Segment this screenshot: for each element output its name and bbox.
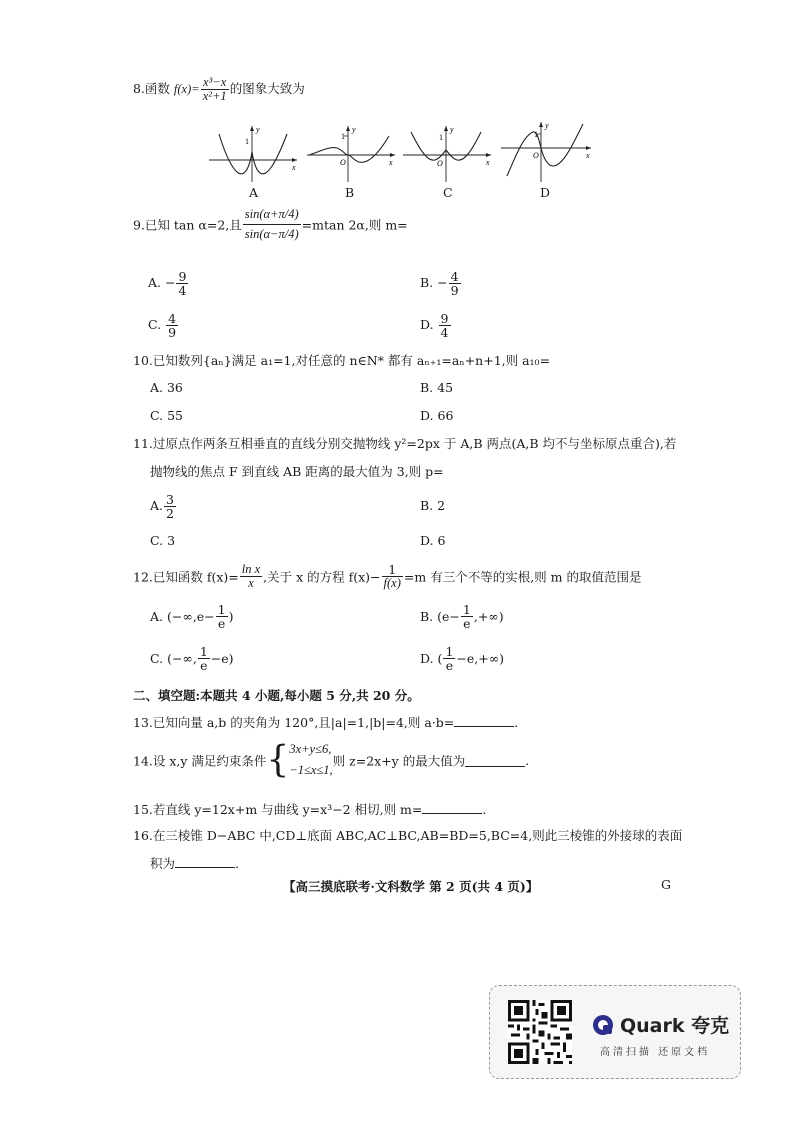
q8-graph-a-y-label: y xyxy=(256,125,260,134)
q9-option-c xyxy=(148,312,179,339)
q11-option-c: C. 3 xyxy=(150,533,176,548)
q8-graph-d-label: D xyxy=(540,185,551,200)
q8-graph-c-tick: 1 xyxy=(439,133,443,142)
q12-option-b-pre: (e− xyxy=(437,609,460,625)
q8-graph-c-y-label: y xyxy=(450,125,454,134)
q8-graph-d xyxy=(497,118,597,184)
q15-stem: 15.若直线 y=12x+m 与曲线 y=x³−2 相切,则 m= . xyxy=(133,802,487,817)
section-fill-in-title: 二、填空题:本题共 4 小题,每小题 5 分,共 20 分。 xyxy=(133,688,420,703)
q8-graph-b-origin: O xyxy=(340,158,346,167)
q14-suffix: 则 z=2x+y 的最大值为 xyxy=(332,753,466,769)
q12-f-den: x xyxy=(248,576,254,591)
q12-option-c-den: e xyxy=(200,658,208,674)
q12-option-c-post: −e) xyxy=(210,651,234,667)
q12-option-b xyxy=(420,603,504,630)
q12-option-a xyxy=(150,603,233,630)
q16-stem-line2: 积为 . xyxy=(150,856,239,871)
q15-answer-blank[interactable] xyxy=(422,801,482,814)
q12-g-frac xyxy=(382,563,403,590)
q12-option-b-letter: B. xyxy=(420,609,434,625)
q12-option-a-letter: A. xyxy=(150,609,164,625)
q10-option-c: C. 55 xyxy=(150,408,183,423)
q9-option-c-den: 9 xyxy=(168,325,177,341)
q9-option-d-frac xyxy=(439,312,451,339)
q12-g-num: 1 xyxy=(382,563,403,577)
q12-option-b-den: e xyxy=(463,616,471,632)
q12-option-d-num: 1 xyxy=(445,644,454,659)
q9-stem xyxy=(133,205,408,244)
q8-graph-c-x-label: x xyxy=(486,158,490,167)
q11-option-a-letter: A. xyxy=(150,498,164,514)
q8-graph-b xyxy=(303,122,401,184)
q14-stem: 14.设 x,y 满足约束条件{ 3x+y≤6, −1≤x≤1, 则 z=2x+y 的最大值为 . xyxy=(133,739,530,781)
q12-option-c-frac xyxy=(198,645,210,672)
footer-code: G xyxy=(661,877,671,892)
q12-option-b-num: 1 xyxy=(462,602,471,617)
q8-graph-c xyxy=(399,122,497,184)
q9-prefix: 9.已知 tan α=2,且 xyxy=(133,217,242,233)
q14-prefix: 14.设 x,y 满足约束条件 xyxy=(133,753,267,769)
q9-fraction xyxy=(243,205,301,244)
q12-option-c-num: 1 xyxy=(199,644,208,659)
q15-text: 15.若直线 y=12x+m 与曲线 y=x³−2 相切,则 m= xyxy=(133,802,423,817)
q9-option-a-frac xyxy=(176,270,188,297)
q12-option-d xyxy=(420,645,504,672)
q16-answer-blank[interactable] xyxy=(175,855,235,868)
q9-option-b-den: 9 xyxy=(450,283,459,299)
q12-g-den: f(x) xyxy=(383,576,401,591)
q12-option-b-post: ,+∞) xyxy=(473,609,504,625)
q8-func-denominator: x²+1 xyxy=(202,89,227,104)
q8-func-numerator: x³−x xyxy=(201,76,229,90)
quark-watermark xyxy=(489,985,741,1079)
qr-code-icon xyxy=(508,1000,572,1064)
q14-answer-blank[interactable] xyxy=(465,754,525,767)
q9-denominator: sin(α−π/4) xyxy=(244,227,299,242)
q9-option-b xyxy=(420,270,462,297)
quark-logo xyxy=(592,1011,729,1038)
q13-answer-blank[interactable] xyxy=(454,714,514,727)
q11-option-a-num: 3 xyxy=(166,492,174,507)
q9-option-b-sign: − xyxy=(437,275,448,291)
q12-f-num: ln x xyxy=(241,562,261,576)
q11-option-d: D. 6 xyxy=(420,533,446,548)
q8-graph-d-tick: 1 xyxy=(534,130,538,139)
q8-func-fraction xyxy=(201,76,229,103)
q8-stem-prefix: 8.函数 xyxy=(133,81,170,97)
quark-brand: Quark 夸克 xyxy=(620,1015,730,1037)
q8-graph-a-x-label: x xyxy=(292,163,296,172)
q9-option-b-frac xyxy=(449,270,461,297)
q14-constraints xyxy=(289,739,332,782)
q8-graph-a-tick: 1 xyxy=(245,137,249,146)
q9-option-a xyxy=(148,270,189,297)
q11-option-b: B. 2 xyxy=(420,498,446,513)
q12-option-c-pre: (−∞, xyxy=(167,651,197,667)
q8-graph-b-tick: 1 xyxy=(341,132,345,141)
q8-stem xyxy=(133,76,305,103)
q12-suffix: =m 有三个不等的实根,则 m 的取值范围是 xyxy=(403,569,642,585)
q8-graph-c-origin: O xyxy=(437,159,443,168)
q9-option-b-letter: B. xyxy=(420,275,434,291)
q14-constraint-2: −1≤x≤1, xyxy=(289,763,333,778)
q12-stem xyxy=(133,563,641,590)
q12-f-frac xyxy=(240,563,262,590)
q8-func-lhs: f(x)= xyxy=(173,82,200,97)
q11-stem-line2: 抛物线的焦点 F 到直线 AB 距离的最大值为 3,则 p= xyxy=(150,464,444,479)
q16-stem-line1: 16.在三棱锥 D−ABC 中,CD⊥底面 ABC,AC⊥BC,AB=BD=5,BC=4,则此三棱锥的外接球的表面 xyxy=(133,828,683,843)
q9-option-a-den: 4 xyxy=(178,283,187,299)
q12-option-d-post: −e,+∞) xyxy=(456,651,504,667)
q13-text: 13.已知向量 a,b 的夹角为 120°,且|a|=1,|b|=4,则 a·b= xyxy=(133,715,455,730)
q9-option-c-num: 4 xyxy=(168,311,177,326)
q8-graph-a-label: A xyxy=(249,185,259,200)
q9-option-d-num: 9 xyxy=(440,311,449,326)
q12-prefix: 12.已知函数 f(x)= xyxy=(133,569,239,585)
q10-option-b: B. 45 xyxy=(420,380,454,395)
q11-option-a-frac xyxy=(164,493,176,520)
q12-option-a-pre: (−∞,e− xyxy=(167,609,215,625)
q11-option-a xyxy=(150,493,177,520)
q9-option-a-letter: A. xyxy=(148,275,162,291)
q9-option-c-letter: C. xyxy=(148,317,162,333)
q8-graph-b-y-label: y xyxy=(352,125,356,134)
q12-option-d-pre: ( xyxy=(437,651,443,667)
q9-numerator: sin(α+π/4) xyxy=(243,205,301,225)
q12-option-c-letter: C. xyxy=(150,651,164,667)
q8-graph-d-origin: O xyxy=(533,151,539,160)
q8-graph-b-label: B xyxy=(345,185,355,200)
q14-constraint-1: 3x+y≤6, xyxy=(289,742,332,756)
q12-option-a-frac xyxy=(216,603,228,630)
q16-line2-text: 积为 xyxy=(150,856,176,871)
q12-option-c xyxy=(150,645,234,672)
q12-option-a-post: ) xyxy=(228,609,234,625)
q9-option-b-num: 4 xyxy=(450,269,459,284)
q11-stem-line1: 11.过原点作两条互相垂直的直线分别交抛物线 y²=2px 于 A,B 两点(A,B 均不与坐标原点重合),若 xyxy=(133,436,677,451)
q12-option-d-frac xyxy=(443,645,455,672)
q9-option-a-num: 9 xyxy=(178,269,187,284)
q8-graph-a xyxy=(205,122,303,184)
q13-stem: 13.已知向量 a,b 的夹角为 120°,且|a|=1,|b|=4,则 a·b= . xyxy=(133,715,519,730)
q12-option-a-num: 1 xyxy=(217,602,226,617)
q9-option-d xyxy=(420,312,452,339)
q10-stem: 10.已知数列{aₙ}满足 a₁=1,对任意的 n∈N* 都有 aₙ₊₁=aₙ+n+1,则 a₁₀= xyxy=(133,353,551,368)
q12-option-d-den: e xyxy=(445,658,454,674)
q8-graph-b-x-label: x xyxy=(389,158,393,167)
q11-option-a-den: 2 xyxy=(166,506,174,522)
q9-suffix: =mtan 2α,则 m= xyxy=(301,217,408,233)
q8-graph-d-x-label: x xyxy=(586,151,590,160)
q12-option-b-frac xyxy=(461,603,473,630)
q9-option-d-den: 4 xyxy=(440,325,449,341)
q12-option-a-den: e xyxy=(217,616,226,632)
q8-graph-d-y-label: y xyxy=(545,121,549,130)
q12-mid: ,关于 x 的方程 f(x)− xyxy=(263,569,381,585)
quark-subtitle: 高清扫描 还原文档 xyxy=(600,1047,711,1058)
q10-option-a: A. 36 xyxy=(150,380,183,395)
q14-brace-icon: { xyxy=(266,739,290,781)
q9-option-a-sign: − xyxy=(165,275,176,291)
q8-graph-c-label: C xyxy=(443,185,453,200)
q9-option-d-letter: D. xyxy=(420,317,434,333)
q8-stem-suffix: 的图象大致为 xyxy=(229,81,305,97)
q10-option-d: D. 66 xyxy=(420,408,454,423)
quark-logo-icon xyxy=(592,1014,614,1036)
q12-option-d-letter: D. xyxy=(420,651,434,667)
page-footer: 【高三摸底联考·文科数学 第 2 页(共 4 页)】 xyxy=(283,879,539,894)
q9-option-c-frac xyxy=(166,312,178,339)
